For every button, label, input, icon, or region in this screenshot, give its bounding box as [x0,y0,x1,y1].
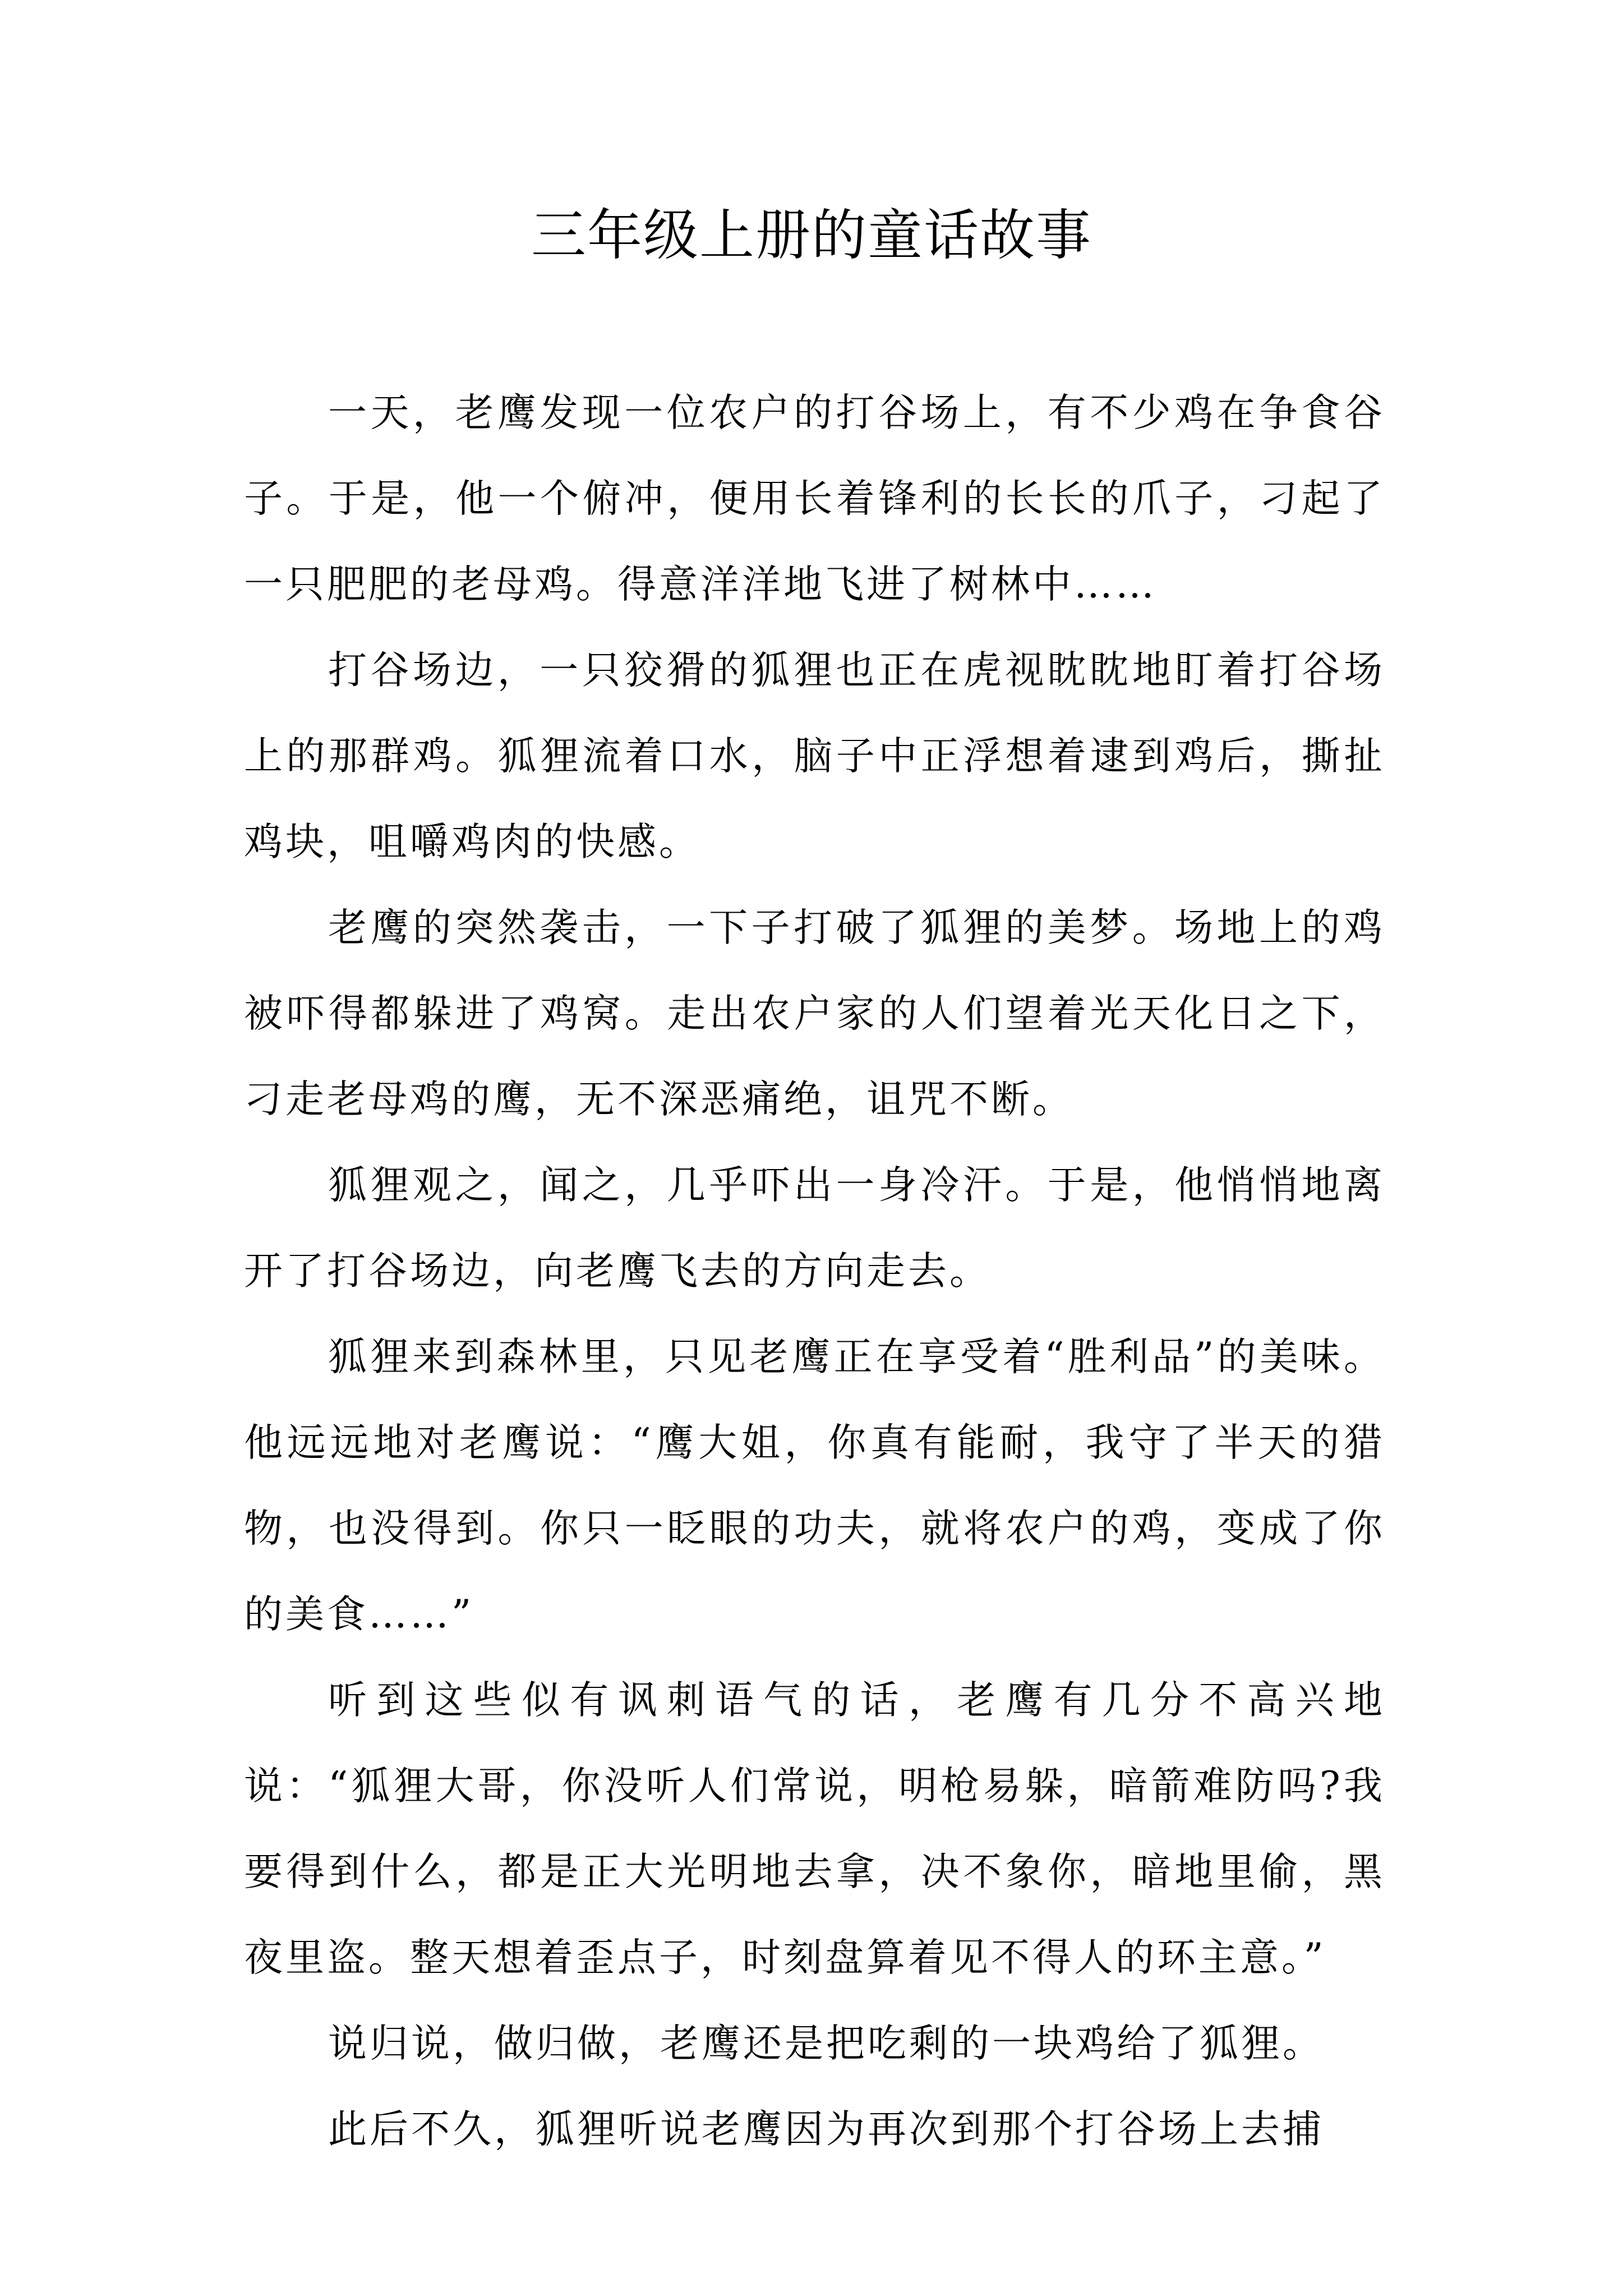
paragraph-7: 说归说，做归做，老鹰还是把吃剩的一块鸡给了狐狸。 [328,2021,1324,2066]
paragraph-8: 此后不久，狐狸听说老鹰因为再次到那个打谷场上去捕 [328,2107,1324,2152]
document-body [244,370,1385,2173]
paragraph-4: 狐狸观之，闻之，几乎吓出一身冷汗。于是，他悄悄地离开了打谷场边，向老鹰飞去的方向走去。 [244,1163,1385,1294]
paragraph-5: 狐狸来到森林里，只见老鹰正在享受着“胜利品”的美味。他远远地对老鹰说：“鹰大姐，你真有能耐，我守了半天的猎物，也没得到。你只一眨眼的功夫，就将农户的鸡，变成了你的美食……” [244,1335,1385,1637]
paragraph-1: 一天，老鹰发现一位农户的打谷场上，有不少鸡在争食谷子。于是，他一个俯冲，便用长着锋利的长长的爪子，刁起了一只肥肥的老母鸡。得意洋洋地飞进了树林中…… [244,390,1385,607]
document-title: 三年级上册的童话故事 [531,204,1092,268]
paragraph-2: 打谷场边，一只狡猾的狐狸也正在虎视眈眈地盯着打谷场上的那群鸡。狐狸流着口水，脑子中正浮想着逮到鸡后，撕扯鸡块，咀嚼鸡肉的快感。 [244,648,1385,864]
paragraph-6: 听到这些似有讽刺语气的话，老鹰有几分不高兴地说：“狐狸大哥，你没听人们常说，明枪易躲，暗箭难防吗?我要得到什么，都是正大光明地去拿，决不象你，暗地里偷，黑夜里盗。整天想着歪点子，时刻盘算着见不得人的环主意。” [244,1678,1385,1980]
paragraph-3: 老鹰的突然袭击，一下子打破了狐狸的美梦。场地上的鸡被吓得都躲进了鸡窝。走出农户家的人们望着光天化日之下，刁走老母鸡的鹰，无不深恶痛绝，诅咒不断。 [244,905,1385,1122]
